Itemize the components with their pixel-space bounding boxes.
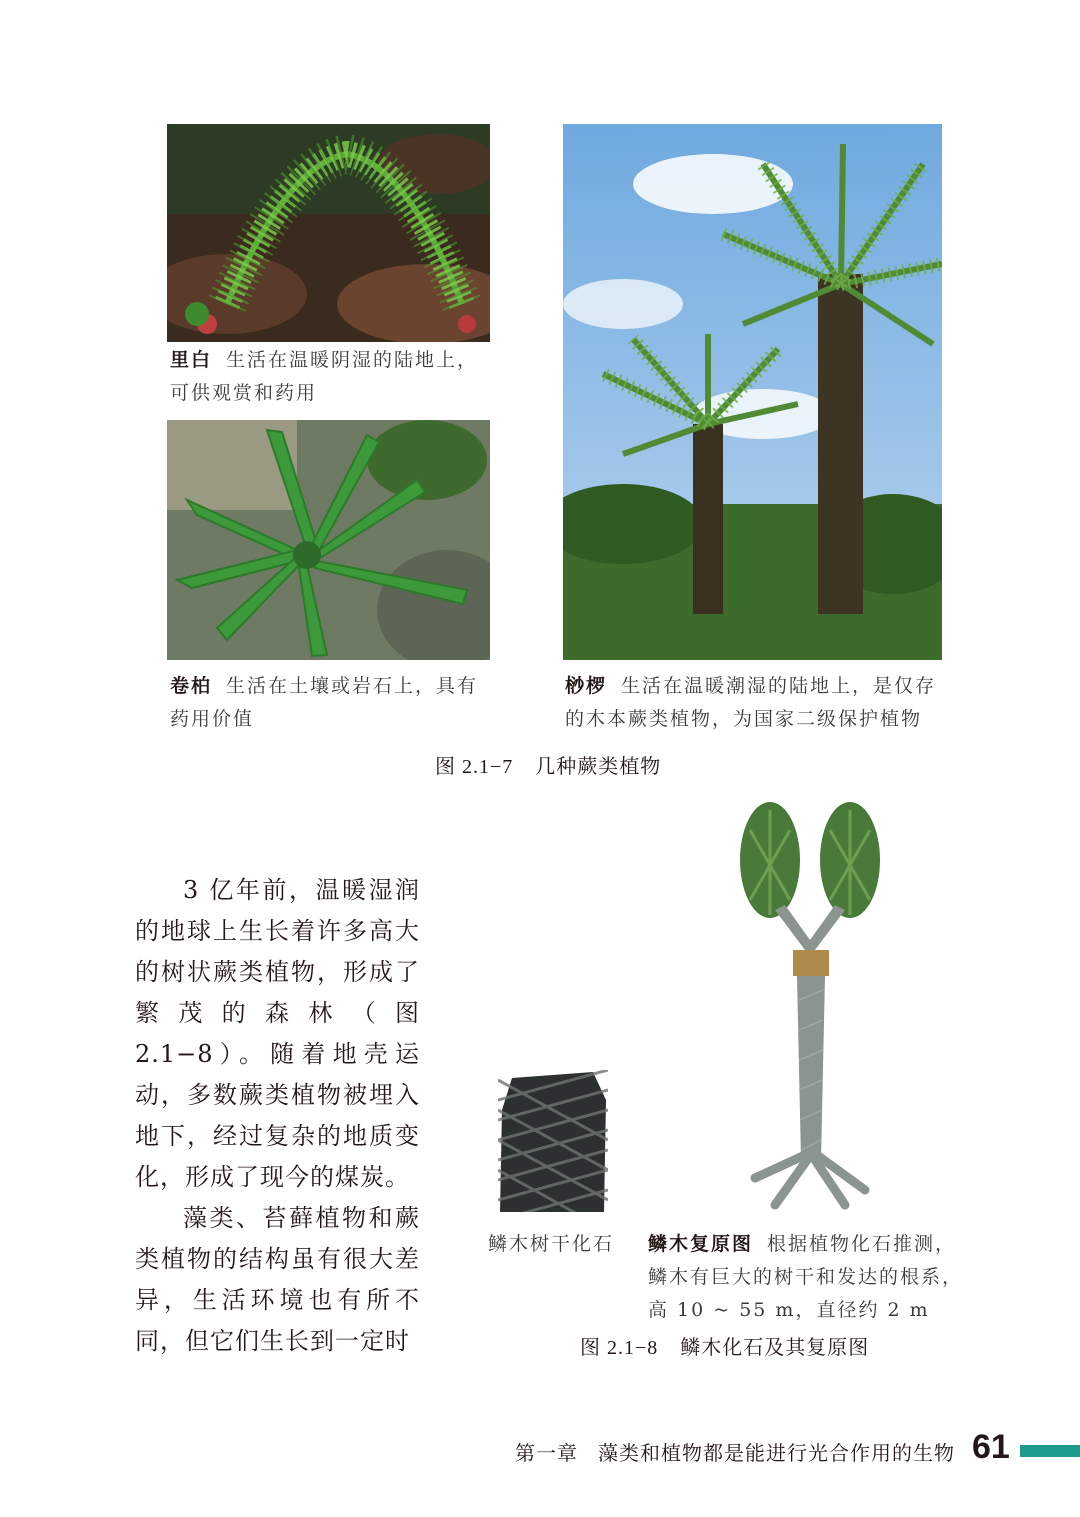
juanbai-caption xyxy=(170,670,510,736)
figure-217-text: 几种蕨类植物 xyxy=(535,754,662,778)
figure-217-number: 图 2.1−7 xyxy=(435,756,514,778)
page-number: 61 xyxy=(972,1428,1010,1466)
figure-217-title xyxy=(435,750,661,779)
reconstruction-line3: 高 10 ~ 55 m，直径约 2 m xyxy=(648,1299,930,1321)
reconstruction-name: 鳞木复原图 xyxy=(648,1233,754,1255)
fossil-caption-text: 鳞木树干化石 xyxy=(488,1233,615,1255)
body-paragraph-2: 藻类、苔藓植物和蕨类植物的结构虽有很大差异，生活环境也有所不同，但它们生长到一定时 xyxy=(135,1204,420,1355)
suoluo-desc-line2: 的木本蕨类植物，为国家二级保护植物 xyxy=(565,708,923,730)
libai-name: 里白 xyxy=(170,349,213,371)
reconstruction-caption xyxy=(648,1228,1008,1327)
juanbai-photo xyxy=(167,420,490,660)
libai-desc-line1: 生活在温暖阴湿的陆地上， xyxy=(226,349,479,371)
suoluo-photo xyxy=(563,124,942,660)
juanbai-name: 卷柏 xyxy=(170,675,213,697)
footer-chapter-title: 藻类和植物都是能进行光合作用的生物 xyxy=(598,1441,955,1465)
reconstruction-line2: 鳞木有巨大的树干和发达的根系， xyxy=(648,1266,964,1288)
figure-218-text: 鳞木化石及其复原图 xyxy=(680,1335,870,1359)
lepidodendron-fossil-photo xyxy=(498,1070,608,1212)
figure-218-title xyxy=(580,1331,869,1360)
footer-chapter xyxy=(515,1437,955,1466)
libai-desc-line2: 可供观赏和药用 xyxy=(170,382,318,404)
body-text xyxy=(135,870,420,1362)
lepidodendron-reconstruction-image xyxy=(735,800,885,1220)
footer-chapter-number: 第一章 xyxy=(515,1441,578,1465)
juanbai-desc-line2: 药用价值 xyxy=(170,708,255,730)
reconstruction-line1: 根据植物化石推测， xyxy=(767,1233,957,1255)
libai-fern-photo xyxy=(167,124,490,342)
body-paragraph-1: 3 亿年前，温暖湿润的地球上生长着许多高大的树状蕨类植物，形成了繁茂的森林（图 2.1−8）。随着地壳运动，多数蕨类植物被埋入地下，经过复杂的地质变化，形成了现今的煤炭。 xyxy=(135,876,420,1191)
juanbai-desc-line1: 生活在土壤或岩石上，具有 xyxy=(226,675,479,697)
libai-caption xyxy=(170,344,510,410)
figure-218-number: 图 2.1−8 xyxy=(580,1337,659,1359)
fossil-caption xyxy=(488,1228,614,1261)
suoluo-desc-line1: 生活在温暖潮湿的陆地上，是仅存 xyxy=(621,675,937,697)
suoluo-name: 桫椤 xyxy=(565,675,608,697)
suoluo-caption xyxy=(565,670,965,736)
footer-accent-bar xyxy=(1020,1445,1080,1457)
